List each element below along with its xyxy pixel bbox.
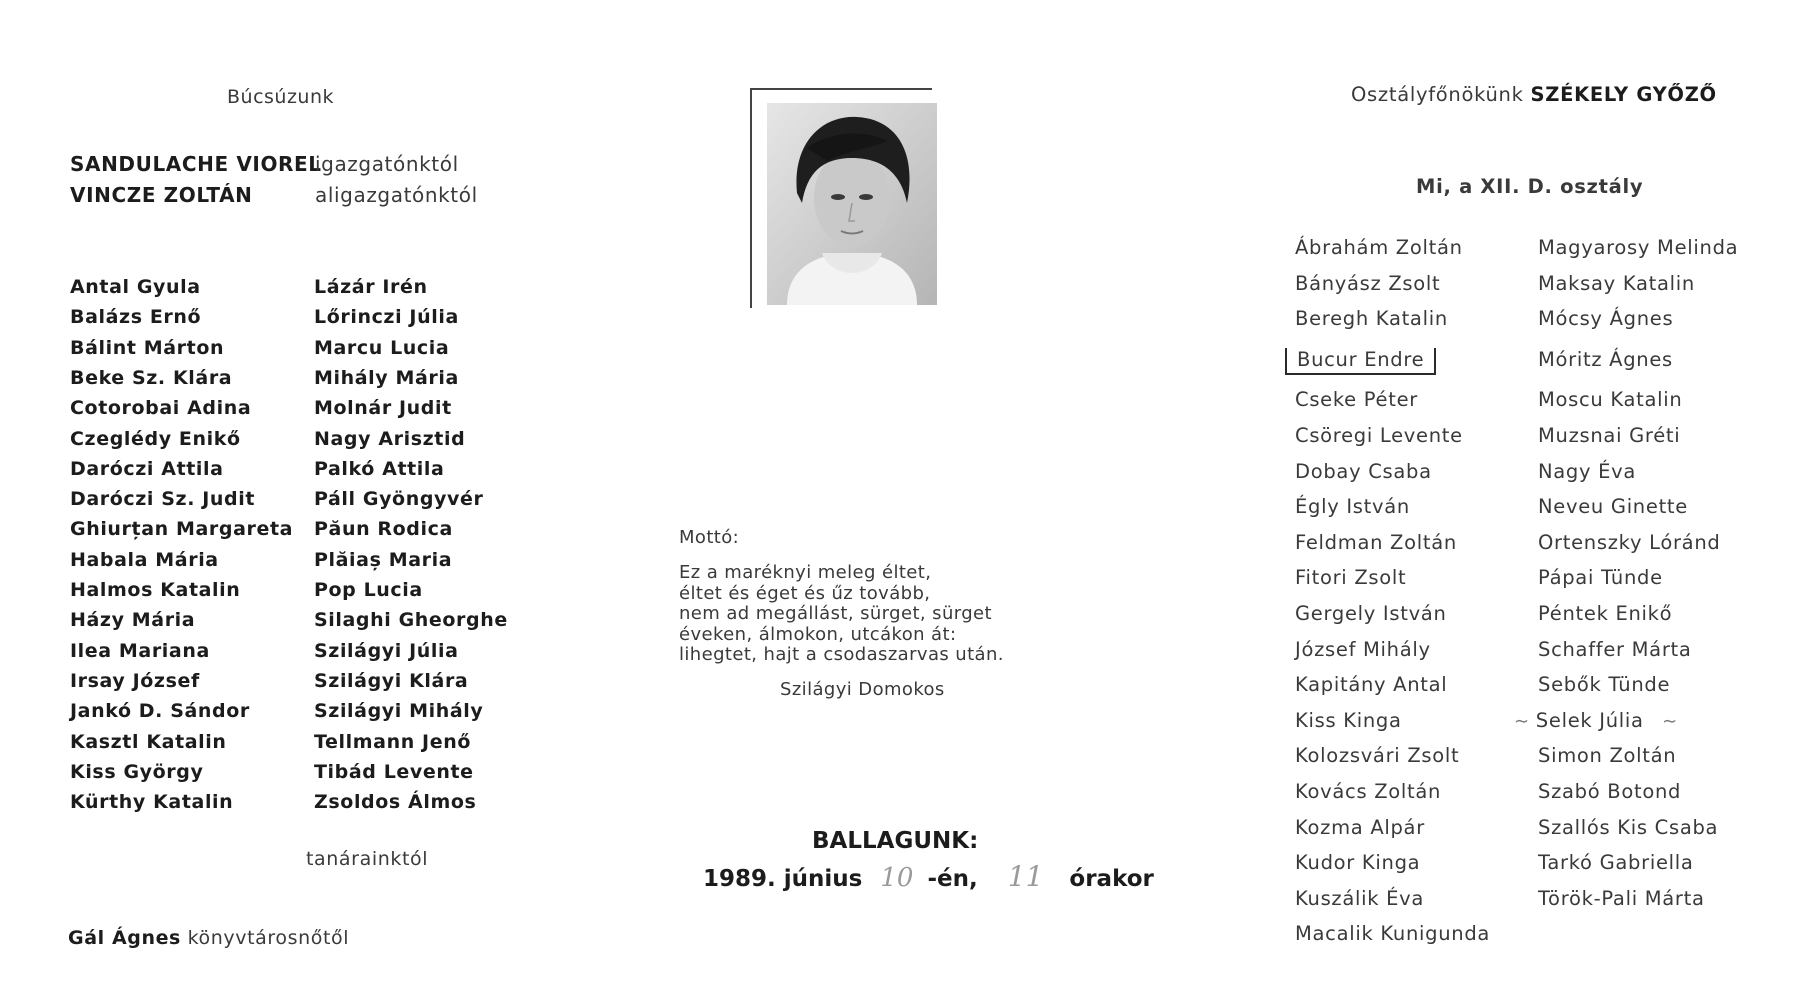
class-teacher-line	[1351, 83, 1717, 106]
student-list-item	[1538, 851, 1694, 874]
date-hour-handwritten: 11	[1007, 860, 1044, 893]
student-list-item	[1538, 388, 1682, 411]
teachers-suffix: tanárainktól	[306, 848, 429, 870]
student-list-item	[1295, 780, 1441, 803]
teacher-list-item	[314, 791, 476, 813]
student-list-item-text: Kolozsvári Zsolt	[1295, 744, 1460, 768]
student-list-item-text: Kuszálik Éva	[1295, 886, 1425, 910]
student-list-item	[1295, 816, 1425, 839]
teacher-list-item	[70, 609, 195, 631]
teacher-list-item-text: Szilágyi Júlia	[314, 639, 459, 662]
student-list-item-text: Gergely István	[1295, 602, 1447, 625]
student-list-item	[1538, 236, 1738, 259]
teacher-list-item-text: Antal Gyula	[70, 276, 201, 298]
student-list-item-text: Fitori Zsolt	[1295, 566, 1407, 590]
student-list-item-text: Neveu Ginette	[1538, 495, 1688, 519]
student-list-item	[1538, 424, 1680, 447]
tilde-mark-icon: ∼	[1514, 710, 1530, 732]
teacher-list-item-text: Kiss György	[70, 760, 204, 783]
student-list-item	[1538, 460, 1636, 483]
teacher-list-item-text: Marcu Lucia	[314, 336, 450, 359]
teacher-list-item	[314, 397, 452, 419]
teacher-list-item	[314, 458, 444, 480]
student-list-item-text: Magyarosy Melinda	[1538, 236, 1739, 259]
director-name: SANDULACHE VIOREL	[70, 152, 322, 176]
teacher-list-item-text: Habala Mária	[70, 548, 219, 571]
teacher-list-item-text: Halmos Katalin	[70, 579, 241, 601]
student-list-item	[1295, 638, 1431, 661]
teacher-list-item	[314, 337, 449, 359]
teacher-list-item	[314, 276, 428, 298]
teacher-list-item-text: Házy Mária	[70, 609, 196, 632]
teacher-list-item-text: Czeglédy Enikő	[70, 427, 241, 450]
student-list-item-text: Kozma Alpár	[1295, 815, 1425, 839]
teacher-list-item-text: Bálint Márton	[70, 336, 225, 359]
student-list-item-text: Szallós Kis Csaba	[1538, 815, 1719, 839]
farewell-heading: Búcsúzunk	[227, 86, 335, 108]
teacher-list-item	[70, 640, 210, 662]
teacher-list-item-text: Lázár Irén	[314, 276, 428, 298]
student-list-item	[1295, 922, 1490, 945]
student-list-item-text: József Mihály	[1295, 637, 1431, 661]
student-list-item	[1538, 531, 1720, 554]
student-list-item	[1295, 424, 1463, 447]
date-prefix: 1989. június	[703, 866, 863, 892]
graduation-date	[703, 860, 1154, 893]
student-list-item	[1295, 851, 1420, 874]
teacher-list-item-text: Tibád Levente	[314, 760, 474, 783]
ballagunk-heading: BALLAGUNK:	[812, 828, 979, 854]
teacher-list-item-text: Ilea Mariana	[70, 639, 210, 662]
student-list-item-text: Kapitány Antal	[1295, 673, 1448, 697]
motto-line: nem ad megállást, sürget, sürget	[679, 603, 992, 624]
teacher-list-item-text: Páll Gyöngyvér	[314, 488, 484, 511]
date-mid: -én,	[927, 866, 978, 892]
teacher-list-item	[70, 397, 251, 419]
teacher-list-item	[314, 579, 423, 601]
student-list-item	[1295, 531, 1457, 554]
date-suffix: órakor	[1069, 866, 1154, 892]
teacher-list-item-text: Daróczi Sz. Judit	[70, 488, 256, 511]
student-list-item	[1295, 566, 1406, 589]
student-list-item-text: Bányász Zsolt	[1295, 271, 1441, 295]
teacher-list-item	[70, 761, 203, 783]
student-list-item	[1514, 708, 1678, 732]
teacher-list-item	[314, 306, 459, 328]
student-list-item	[1295, 495, 1410, 518]
teacher-list-item-text: Molnár Judit	[314, 397, 452, 420]
teacher-list-item-text: Jankó D. Sándor	[70, 700, 250, 723]
student-list-item-text: Tarkó Gabriella	[1538, 851, 1694, 875]
teacher-list-item-text: Kürthy Katalin	[70, 791, 234, 814]
teacher-list-item-text: Zsoldos Álmos	[314, 791, 477, 814]
teacher-list-item-text: Nagy Arisztid	[314, 427, 466, 450]
student-list-item-text: Török-Pali Márta	[1538, 886, 1705, 910]
student-list-item-text: Macalik Kunigunda	[1295, 922, 1491, 946]
student-list-item	[1295, 673, 1447, 696]
teacher-list-item	[314, 609, 508, 631]
director-role: igazgatónktól	[315, 152, 459, 176]
teacher-list-item-text: Irsay József	[70, 669, 200, 692]
teacher-list-item-text: Silaghi Gheorghe	[314, 609, 508, 632]
student-list-item-text: Kudor Kinga	[1295, 851, 1421, 875]
student-list-item-text: Beregh Katalin	[1295, 307, 1448, 331]
motto-label: Mottó:	[679, 527, 740, 548]
teacher-list-item	[70, 549, 219, 571]
date-day-handwritten: 10	[880, 863, 914, 893]
student-list-item-text: Csöregi Levente	[1295, 424, 1463, 447]
class-teacher-name: SZÉKELY GYŐZŐ	[1530, 83, 1717, 106]
portrait-photo	[767, 103, 937, 305]
student-list-item	[1295, 887, 1424, 910]
vice-director-role: aligazgatónktól	[315, 183, 478, 207]
student-list-item	[1538, 495, 1688, 518]
class-title: Mi, a XII. D. osztály	[1416, 175, 1644, 198]
librarian-name: Gál Ágnes	[68, 927, 181, 949]
teacher-list-item	[70, 488, 255, 510]
vice-director-name: VINCZE ZOLTÁN	[70, 183, 253, 207]
student-list-item-text: Sebők Tünde	[1538, 673, 1671, 697]
student-list-item-text: Simon Zoltán	[1538, 744, 1677, 768]
teacher-list-item	[70, 367, 232, 389]
student-list-item	[1295, 307, 1448, 330]
student-list-item-text: Ortenszky Lóránd	[1538, 530, 1721, 554]
student-list-item	[1538, 887, 1705, 910]
teacher-list-item	[314, 518, 453, 540]
teacher-list-item	[70, 579, 240, 601]
student-list-item	[1538, 638, 1692, 661]
student-list-item-text: Nagy Éva	[1538, 459, 1637, 483]
student-list-item	[1538, 566, 1663, 589]
student-list-item	[1538, 602, 1672, 625]
student-list-item-text: Bucur Endre	[1285, 348, 1436, 375]
student-list-item	[1295, 460, 1432, 483]
student-list-item-text: Muzsnai Gréti	[1538, 424, 1681, 447]
student-list-item-text: Feldman Zoltán	[1295, 530, 1457, 554]
teacher-list-item	[70, 670, 200, 692]
student-list-item-text: Pápai Tünde	[1538, 566, 1663, 590]
teacher-list-item	[70, 518, 293, 540]
student-list-item-text: Kovács Zoltán	[1295, 780, 1442, 803]
student-list-item	[1538, 816, 1718, 839]
teacher-list-item-text: Cotorobai Adina	[70, 397, 252, 420]
teacher-list-item-text: Tellmann Jenő	[314, 730, 471, 753]
teacher-list-item	[314, 428, 465, 450]
student-list-item	[1538, 780, 1681, 803]
teacher-list-item	[70, 731, 227, 753]
teacher-list-item	[314, 761, 474, 783]
motto-line: Ez a maréknyi meleg éltet,	[679, 562, 932, 583]
teacher-list-item-text: Daróczi Attila	[70, 457, 224, 480]
student-list-item-text: Mócsy Ágnes	[1538, 307, 1674, 331]
teacher-list-item-text: Kasztl Katalin	[70, 730, 227, 753]
teacher-list-item-text: Balázs Ernő	[70, 306, 202, 329]
left-panel	[0, 0, 600, 990]
student-list-item-text: Moscu Katalin	[1538, 388, 1683, 412]
teacher-list-item	[314, 670, 468, 692]
student-list-item	[1295, 236, 1463, 259]
teacher-list-item	[70, 276, 201, 298]
motto-author: Szilágyi Domokos	[780, 679, 945, 700]
motto-line: éltet és éget és űz tovább,	[679, 582, 931, 604]
student-list-item-text: Schaffer Márta	[1538, 637, 1692, 661]
student-list-item	[1295, 709, 1402, 732]
tilde-mark-icon: ∼	[1655, 710, 1678, 732]
teacher-list-item	[70, 700, 250, 722]
student-list-item	[1295, 744, 1459, 767]
teacher-list-item-text: Lőrinczi Júlia	[314, 306, 459, 329]
student-list-item-text: Péntek Enikő	[1538, 602, 1673, 625]
student-list-item-text: Cseke Péter	[1295, 388, 1418, 412]
right-panel	[1240, 0, 1800, 990]
teacher-list-item	[70, 791, 233, 813]
student-list-item	[1538, 744, 1676, 767]
middle-panel	[600, 0, 1240, 990]
student-list-item	[1295, 602, 1447, 625]
student-list-item-text: Maksay Katalin	[1538, 271, 1695, 295]
student-list-item	[1295, 388, 1418, 411]
teacher-list-item-text: Pop Lucia	[314, 579, 423, 601]
teacher-list-item	[314, 549, 452, 571]
student-list-item-text: Dobay Csaba	[1295, 459, 1432, 483]
student-list-item	[1538, 272, 1695, 295]
motto-line: éveken, álmokon, utcákon át:	[679, 623, 957, 645]
student-list-item	[1538, 307, 1673, 330]
teacher-list-item	[314, 731, 471, 753]
student-list-item-text: Móritz Ágnes	[1538, 347, 1673, 371]
class-teacher-label: Osztályfőnökünk	[1351, 83, 1524, 106]
teacher-list-item-text: Szilágyi Mihály	[314, 700, 484, 723]
teacher-list-item-text: Păun Rodica	[314, 518, 453, 541]
teacher-list-item-text: Ghiurțan Margareta	[70, 518, 294, 541]
portrait-icon	[767, 103, 937, 305]
teacher-list-item-text: Szilágyi Klára	[314, 669, 469, 692]
student-list-item-text: Ábrahám Zoltán	[1295, 236, 1463, 259]
teacher-list-item	[70, 428, 241, 450]
student-list-item	[1295, 272, 1440, 295]
student-list-item	[1538, 348, 1673, 371]
teacher-list-item-text: Palkó Attila	[314, 457, 445, 480]
librarian-line	[68, 927, 349, 949]
teacher-list-item	[70, 458, 224, 480]
teacher-list-item-text: Plăiaș Maria	[314, 548, 453, 571]
motto-line: lihegtet, hajt a csodaszarvas után.	[679, 644, 1004, 665]
teacher-list-item-text: Beke Sz. Klára	[70, 366, 233, 389]
teacher-list-item-text: Mihály Mária	[314, 366, 459, 389]
student-list-item-text: Szabó Botond	[1538, 780, 1682, 803]
student-list-item	[1538, 673, 1670, 696]
student-list-item-text: Kiss Kinga	[1295, 708, 1402, 732]
teacher-list-item	[70, 306, 201, 328]
teacher-list-item	[314, 640, 459, 662]
student-list-item-text: Selek Júlia	[1535, 708, 1644, 732]
teacher-list-item	[314, 367, 459, 389]
teacher-list-item	[314, 488, 483, 510]
student-list-item-text: Égly István	[1295, 495, 1410, 519]
student-list-item	[1295, 348, 1436, 371]
librarian-role: könyvtárosnőtől	[187, 927, 350, 949]
teacher-list-item	[70, 337, 224, 359]
teacher-list-item	[314, 700, 483, 722]
